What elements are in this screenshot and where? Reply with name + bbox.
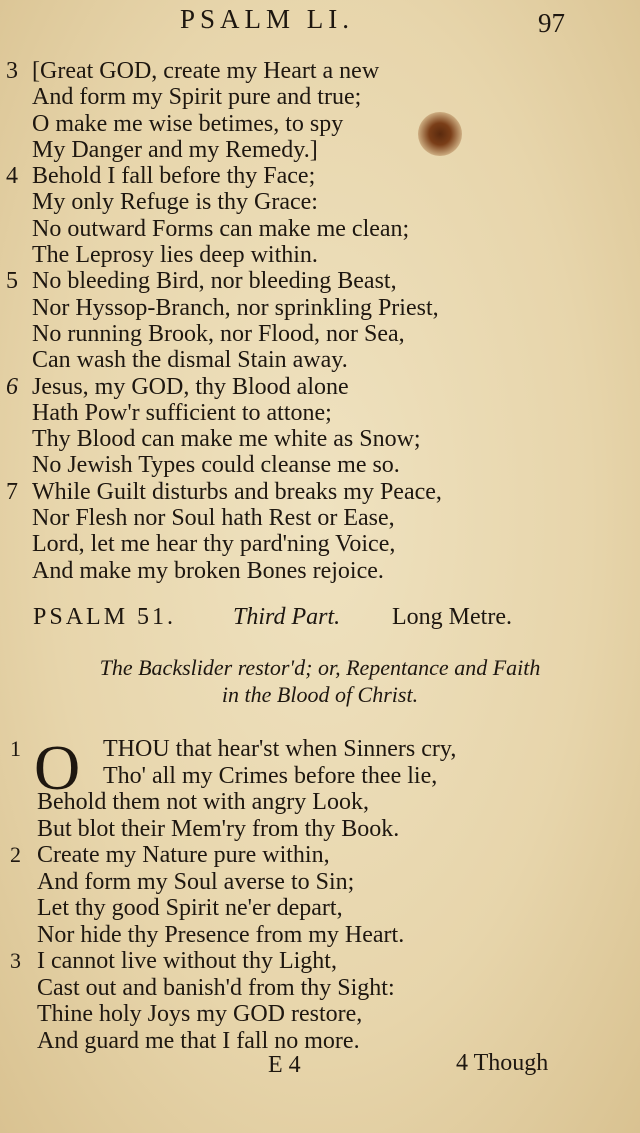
verse-line: 2 Create my Nature pure within, — [10, 842, 330, 868]
section-metre: Long Metre. — [392, 604, 512, 630]
signature-mark: E 4 — [268, 1052, 301, 1078]
psalm-part-three — [0, 732, 640, 1054]
verse-line: 3 [Great GOD, create my Heart a new — [6, 58, 380, 84]
verse-line: 6 Jesus, my GOD, thy Blood alone — [6, 373, 349, 400]
verse-line: But blot their Mem'ry from thy Book. — [37, 815, 400, 842]
verse-line: My Danger and my Remedy.] — [32, 136, 318, 163]
stanza — [0, 374, 640, 479]
verse-number: 3 — [10, 948, 21, 973]
verse-number: 5 — [6, 268, 18, 295]
stanza — [0, 842, 640, 948]
page-number: 97 — [538, 8, 565, 38]
verse-line: Let thy good Spirit ne'er depart, — [37, 895, 343, 921]
stanza — [0, 58, 640, 163]
verse-number: 1 — [10, 736, 21, 761]
verse-line: Hath Pow'r sufficient to attone; — [32, 399, 332, 426]
verse-number: 7 — [6, 478, 18, 505]
verse-number: 3 — [6, 58, 18, 84]
verse-line: 3 I cannot live without thy Light, — [10, 948, 337, 974]
verse-line: The Leprosy lies deep within. — [32, 242, 318, 269]
verse-line: Cast out and banish'd from thy Sight: — [37, 974, 395, 1001]
verse-line: No Jewish Types could cleanse me so. — [32, 452, 400, 479]
section-heading — [0, 600, 640, 640]
verse-line: Thine holy Joys my GOD restore, — [37, 1001, 363, 1027]
verse-line: Behold them not with angry Look, — [37, 789, 369, 815]
verse-line: And guard me that I fall no more. — [37, 1027, 360, 1054]
section-part: Third Part. — [233, 604, 341, 630]
stanza — [0, 163, 640, 268]
stanza — [0, 948, 640, 1054]
page-footer — [0, 1050, 640, 1090]
verse-line: 7 While Guilt disturbs and breaks my Peace, — [6, 478, 442, 505]
verse-line: No outward Forms can make me clean; — [32, 215, 410, 242]
verse-line: Nor Hyssop-Branch, nor sprinkling Priest, — [32, 294, 439, 321]
verse-line: 5 No bleeding Bird, nor bleeding Beast, — [6, 268, 397, 295]
psalm-part-two — [0, 58, 640, 584]
running-header — [0, 2, 640, 42]
verse-line: And form my Spirit pure and true; — [32, 84, 362, 111]
verse-line: Nor hide thy Presence from my Heart. — [37, 921, 405, 948]
verse-number: 2 — [10, 842, 21, 867]
verse-line: Tho' all my Crimes before thee lie, — [103, 762, 438, 789]
catchword: 4 Though — [456, 1050, 549, 1076]
verse-line: And make my broken Bones rejoice. — [32, 557, 384, 584]
verse-line: My only Refuge is thy Grace: — [32, 189, 318, 216]
running-title: PSALM LI. — [180, 4, 355, 34]
verse-line: Nor Flesh nor Soul hath Rest or Ease, — [32, 505, 395, 532]
verse-line: Thy Blood can make me white as Snow; — [32, 426, 421, 453]
psalm-subtitle — [0, 654, 640, 708]
drop-capital: O — [34, 732, 81, 803]
verse-line: And form my Soul averse to Sin; — [37, 868, 355, 895]
verse-number: 6 — [6, 373, 18, 400]
section-psalm: PSALM 51. — [33, 604, 177, 630]
verse-number: 4 — [6, 163, 18, 190]
stanza — [0, 479, 640, 584]
verse-line: Can wash the dismal Stain away. — [32, 347, 348, 374]
subtitle-line: in the Blood of Christ. — [221, 682, 419, 707]
stanza — [0, 268, 640, 373]
stanza — [0, 732, 640, 842]
verse-line: O make me wise betimes, to spy — [32, 110, 344, 137]
verse-line: 4 Behold I fall before thy Face; — [6, 163, 316, 190]
verse-line: Lord, let me hear thy pard'ning Voice, — [32, 531, 396, 558]
verse-line: No running Brook, nor Flood, nor Sea, — [32, 320, 405, 347]
subtitle-line: The Backslider restor'd; or, Repentance and Faith — [99, 655, 541, 680]
verse-line: 1 THOU that hear'st when Sinners cry, — [10, 736, 457, 762]
